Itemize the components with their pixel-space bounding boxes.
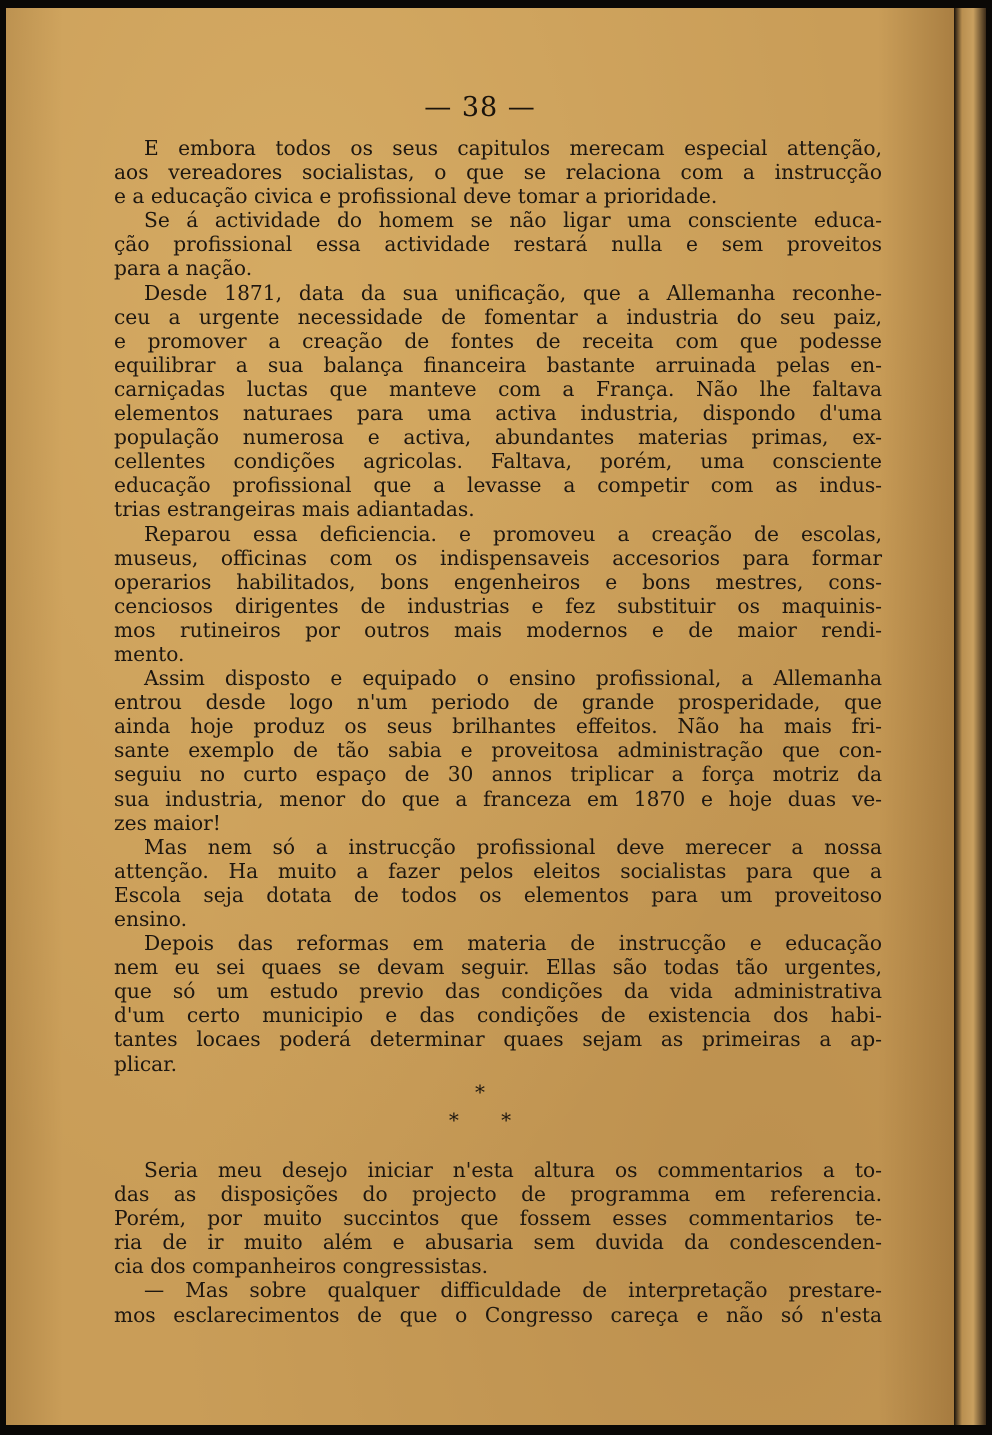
text-line: elementos naturaes para uma activa industria, dispondo d'uma [114,401,882,426]
text-line: ensino. [114,907,187,931]
text-line: para a nação. [114,256,253,281]
section-divider-asterisks: * * [448,1108,512,1132]
text-line: entrou desde logo n'um periodo de grande prosperidade, que [114,690,882,715]
text-line: das as disposições do projecto de programma em referencia. [114,1182,882,1207]
text-line: plicar. [114,1051,178,1076]
text-line: que só um estudo previo das condições da vida administrativa [114,979,882,1004]
text-line: sante exemplo de tão sabia e proveitosa administração que con- [114,738,882,763]
text-line: população numerosa e activa, abundantes materias primas, ex- [114,425,882,450]
text-line: educação profissional que a levasse a competir com as indus- [114,473,882,498]
text-line: cellentes condições agricolas. Faltava, porém, uma consciente [114,449,882,474]
text-line: cia dos companheiros congressistas. [114,1254,489,1279]
text-line: cenciosos dirigentes de industrias e fez substituir os maquinis- [114,593,882,618]
text-line: carniçadas luctas que manteve com a França. Não lhe faltava [114,376,882,401]
text-line: aos vereadores socialistas, o que se relaciona com a instrucção [114,160,882,185]
text-line: attenção. Ha muito a fazer pelos eleitos socialistas para que a [114,858,882,883]
text-line: Assim disposto e equipado o ensino profissional, a Allemanha [144,666,882,691]
text-line: zes maior! [114,810,221,835]
text-line: Depois das reformas em materia de instrucção e educação [144,931,882,956]
text-line: nem eu sei quaes se devam seguir. Ellas são todas tão urgentes, [114,955,882,980]
text-line: Seria meu desejo iniciar n'esta altura os commentarios a to- [144,1158,882,1182]
body-text-bottom [114,1158,882,1327]
text-line: Mas nem só a instrucção profissional deve merecer a nossa [144,834,882,859]
text-line: museus, officinas com os indispensaveis accesorios para formar [114,545,882,570]
text-line: mos esclarecimentos de que o Congresso careça e não só n'esta [114,1302,882,1327]
text-line: Se á actividade do homem se não ligar uma consciente educa- [144,208,882,233]
text-line: mento. [114,641,185,666]
text-line: e a educação civica e profissional deve tomar a prioridade. [114,184,718,209]
text-line: Reparou essa deficiencia. e promoveu a creação de escolas, [144,521,882,546]
text-line: E embora todos os seus capitulos merecam especial attenção, [144,136,882,160]
text-line: Porém, por muito succintos que fossem esses commentarios te- [114,1206,882,1231]
text-line: seguiu no curto espaço de 30 annos triplicar a força motriz da [114,762,882,787]
text-line: — Mas sobre qualquer difficuldade de interpretação prestare- [144,1278,882,1303]
page-edge-shadow [954,8,986,1425]
text-line: ceu a urgente necessidade de fomentar a industria do seu paiz, [114,304,882,329]
text-line: tantes locaes poderá determinar quaes sejam as primeiras a ap- [114,1027,882,1052]
text-line: e promover a creação de fontes de receita com que podesse [114,328,882,353]
text-line: mos rutineiros por outros mais modernos e de maior rendi- [114,617,882,642]
text-line: sua industria, menor do que a franceza em 1870 e hoje duas ve- [114,786,882,811]
text-line: ainda hoje produz os seus brilhantes effeitos. Não ha mais fri- [114,714,882,739]
text-line: trias estrangeiras mais adiantadas. [114,497,475,522]
text-line: ção profissional essa actividade restará nulla e sem proveitos [114,232,882,257]
text-line: ria de ir muito além e abusaria sem duvida da condescenden- [114,1230,882,1255]
book-page [6,8,954,1425]
text-line: Desde 1871, data da sua unificação, que a Allemanha reconhe- [144,280,882,305]
text-line: d'um certo municipio e das condições de existencia dos habi- [114,1003,882,1028]
page-number: — 38 — [424,92,536,123]
body-text-top [114,136,882,1076]
section-divider-asterisk: * [475,1080,485,1104]
text-line: equilibrar a sua balança financeira bastante arruinada pelas en- [114,352,882,377]
text-line: Escola seja dotata de todos os elementos para um proveitoso [114,882,882,907]
text-line: operarios habilitados, bons engenheiros e bons mestres, cons- [114,569,882,594]
